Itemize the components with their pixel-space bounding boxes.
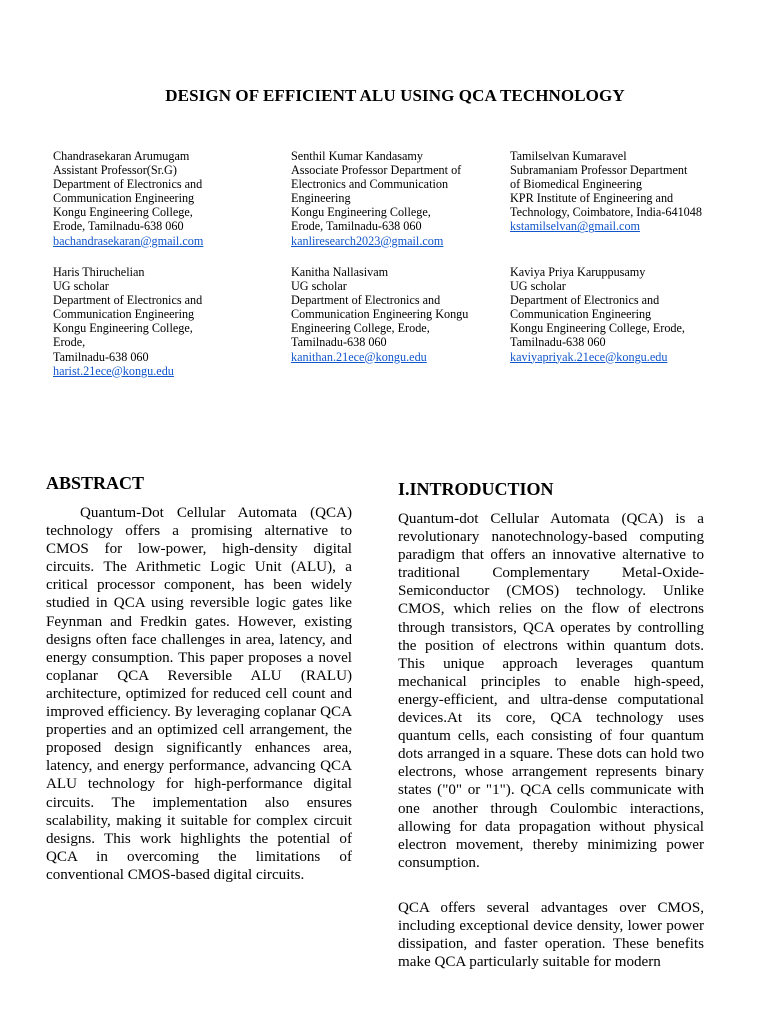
author-email-link[interactable]: bachandrasekaran@gmail.com [53,233,204,248]
author-block-6 [510,265,685,364]
author-affiliation-line: Electronics and Communication [291,177,449,192]
author-email-link[interactable]: kanliresearch2023@gmail.com [291,233,444,248]
introduction-heading: I.INTRODUCTION [398,479,554,499]
author-affiliation-line: Tamilnadu-638 060 [53,349,149,364]
author-email-link[interactable]: kaviyapriyak.21ece@kongu.edu [510,349,668,364]
author-affiliation-line: Erode, Tamilnadu-638 060 [291,219,422,234]
author-affiliation-line: Technology, Coimbatore, India-641048 [510,205,702,220]
author-affiliation-line: KPR Institute of Engineering and [510,191,674,206]
author-name: Senthil Kumar Kandasamy [291,149,424,163]
author-affiliation-line: Erode, Tamilnadu-638 060 [53,219,184,234]
author-affiliation-line: of Biomedical Engineering [510,177,642,192]
introduction-paragraph-1: Quantum-dot Cellular Automata (QCA) is a revolutionary nanotechnology-based computing paradigm that offers an innovative alternative to traditional Complementary Metal-Oxide-Semiconductor (CMOS) technology. Unlike CMOS, which relies on the flow of electrons through transistors, QCA operates by controlling the position of electrons within quantum dots. This unique approach leverages quantum mechanical principles to enable high-speed, energy-efficient, and ultra-dense computational devices.At its core, QCA technology uses quantum cells, each consisting of four quantum dots arranged in a square. These dots can hold two electrons, whose arrangement represents binary states ("0" or "1"). QCA cells communicate with one another through Coulombic interactions, allowing for data propagation without physical electron movement, thereby minimizing power consumption. [398,511,704,871]
author-affiliation-line: Communication Engineering [510,307,652,322]
author-email-link[interactable]: harist.21ece@kongu.edu [53,363,174,378]
author-position: Assistant Professor(Sr.G) [53,163,177,178]
author-name: Kaviya Priya Karuppusamy [510,265,646,279]
author-position: Subramaniam Professor Department [510,163,688,178]
author-affiliation-line: Kongu Engineering College, [53,321,193,336]
author-block-2 [291,149,461,248]
author-name: Chandrasekaran Arumugam [53,149,190,163]
author-email-link[interactable]: kanithan.21ece@kongu.edu [291,349,427,364]
author-block-4 [53,265,202,378]
author-affiliation-line: Communication Engineering [53,307,195,322]
author-affiliation-line: Engineering College, Erode, [291,321,430,336]
introduction-paragraph-2: QCA offers several advantages over CMOS, including exceptional device density, lower power dissipation, and faster operation. These benefits make QCA particularly suitable for modern [398,900,704,971]
author-affiliation-line: Department of Electronics and [510,293,660,308]
author-affiliation-line: Kongu Engineering College, Erode, [510,321,685,336]
author-block-3 [510,149,702,234]
author-block-5 [291,265,468,364]
abstract-heading: ABSTRACT [46,473,145,493]
author-position: UG scholar [291,279,347,294]
author-affiliation-line: Kongu Engineering College, [53,205,193,220]
author-affiliation-line: Communication Engineering [53,191,195,206]
author-block-1 [53,149,203,248]
author-affiliation-line: Engineering [291,191,351,206]
author-position: UG scholar [53,279,109,294]
author-affiliation-line: Tamilnadu-638 060 [291,335,387,350]
author-name: Kanitha Nallasivam [291,265,389,279]
author-affiliation-line: Communication Engineering Kongu [291,307,469,322]
author-name: Tamilselvan Kumaravel [510,149,627,163]
author-affiliation-line: Department of Electronics and [53,177,203,192]
paper-title: DESIGN OF EFFICIENT ALU USING QCA TECHNOLOGY [165,86,625,105]
author-affiliation-line: Tamilnadu-638 060 [510,335,606,350]
author-affiliation-line: Department of Electronics and [291,293,441,308]
author-affiliation-line: Kongu Engineering College, [291,205,431,220]
author-name: Haris Thiruchelian [53,265,145,279]
author-position: Associate Professor Department of [291,163,462,178]
author-affiliation-line: Erode, [53,335,86,350]
author-position: UG scholar [510,279,566,294]
author-email-link[interactable]: kstamilselvan@gmail.com [510,219,641,234]
author-affiliation-line: Department of Electronics and [53,293,203,308]
abstract-text: Quantum-Dot Cellular Automata (QCA) technology offers a promising alternative to CMOS for low-power, high-density digital circuits. The Arithmetic Logic Unit (ALU), a critical processor component, has been widely studied in QCA using reversible logic gates like Feynman and Fredkin gates. However, existing designs often face challenges in area, latency, and energy consumption. This paper proposes a novel coplanar QCA Reversible ALU (RALU) architecture, optimized for reduced cell count and improved efficiency. By leveraging coplanar QCA properties and an optimized cell arrangement, the proposed design significantly enhances area, latency, and energy performance, advancing QCA ALU technology for high-performance digital circuits. The implementation also ensures scalability, making it suitable for complex circuit designs. This work highlights the potential of QCA in overcoming the limitations of conventional CMOS-based digital circuits. [46,505,352,883]
